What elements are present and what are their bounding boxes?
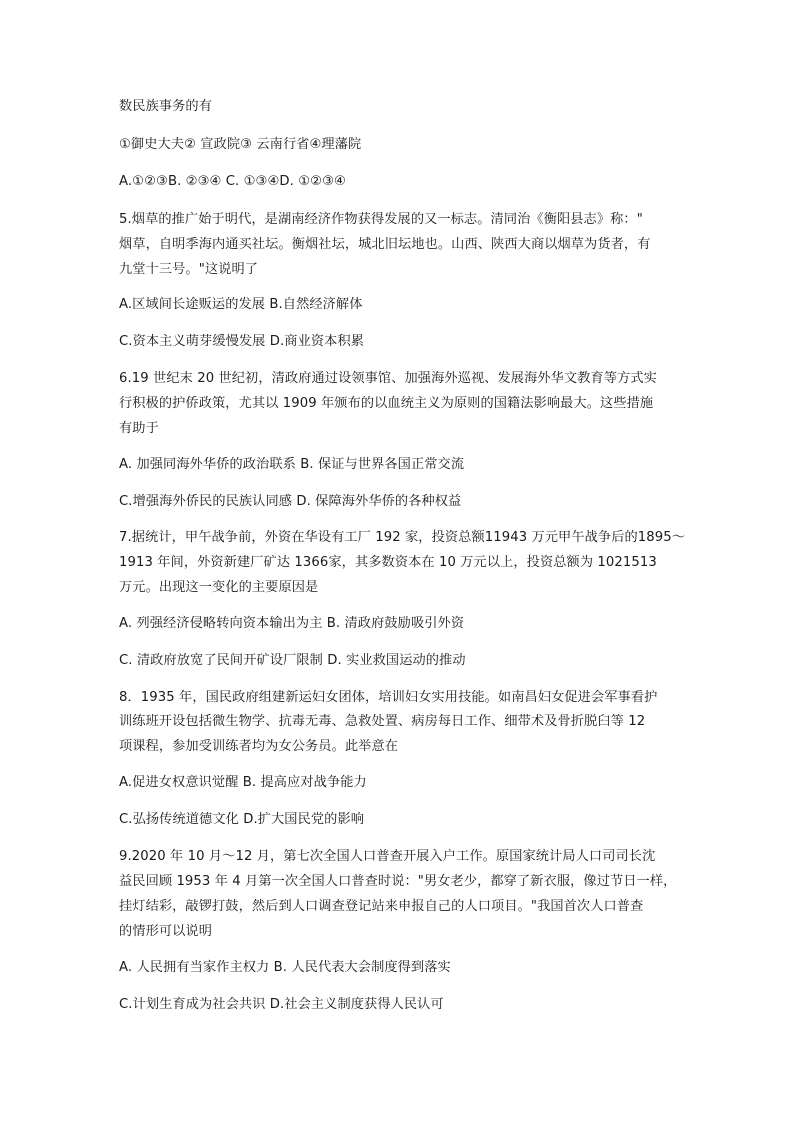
question-5-stem: 5.烟草的推广始于明代，是湖南经济作物获得发展的又一标志。清同治《衡阳县志》称：" [119,212,643,227]
text-line: 项课程，参加受训练者均为女公务员。此举意在 [119,739,399,754]
text-line: 万元。出现这一变化的主要原因是 [119,580,319,595]
text-line: 行积极的护侨政策，尤其以 1909 年颁布的以血统主义为原则的国籍法影响最大。这些措施 [119,396,654,411]
option-line: A. 人民拥有当家作主权力 B. 人民代表大会制度得到落实 [119,960,451,975]
text-line: 的情形可以说明 [119,924,213,939]
option-line: A.区域间长途贩运的发展 B.自然经济解体 [119,297,363,312]
question-6-stem: 6.19 世纪末 20 世纪初，清政府通过设领事馆、加强海外巡视、发展海外华文教育等方式实 [119,371,657,386]
text-line: 益民回顾 1953 年 4 月第一次全国人口普查时说："男女老少，都穿了新衣服，像过节日一样， [119,874,677,889]
text-line: A.①②③B. ②③④ C. ①③④D. ①②③④ [119,174,346,189]
text-line: 烟草，自明季海内通买社坛。衡烟社坛，城北旧坛地也。山西、陕西大商以烟草为货者，有 [119,237,651,252]
option-line: C. 清政府放宽了民间开矿设厂限制 D. 实业救国运动的推动 [119,653,466,668]
option-line: C.计划生育成为社会共识 D.社会主义制度获得人民认可 [119,997,444,1012]
text-line: 数民族事务的有 [119,99,213,114]
option-line: C.弘扬传统道德文化 D.扩大国民党的影响 [119,812,365,827]
option-line: A.促进女权意识觉醒 B. 提高应对战争能力 [119,775,367,790]
question-8-stem: 8．1935 年，国民政府组建新运妇女团体，培训妇女实用技能。如南昌妇女促进会军事看护 [119,690,658,705]
option-line: C.资本主义萌芽缓慢发展 D.商业资本积累 [119,334,365,349]
question-9-stem: 9.2020 年 10 月～12 月，第七次全国人口普查开展入户工作。原国家统计局人口司司长沈 [119,849,656,864]
option-line: A. 加强同海外华侨的政治联系 B. 保证与世界各国正常交流 [119,457,465,472]
question-7-stem: 7.据统计，甲午战争前，外资在华设有工厂 192 家，投资总额11943 万元甲午战争后的1895～ [119,530,686,545]
text-line: 1913 年间，外资新建厂矿达 1366家，其多数资本在 10 万元以上，投资总额为 1021513 [119,555,657,570]
option-line: A. 列强经济侵略转向资本输出为主 B. 清政府鼓励吸引外资 [119,616,465,631]
text-line: 有助于 [119,421,159,436]
text-line: ①御史大夫② 宣政院③ 云南行省④理藩院 [119,137,362,152]
text-line: 九堂十三号。"这说明了 [119,262,259,277]
option-line: C.增强海外侨民的民族认同感 D. 保障海外华侨的各种权益 [119,494,462,509]
text-line: 挂灯结彩，敲锣打鼓，然后到人口调查登记站来申报自己的人口项目。"我国首次人口普查 [119,899,644,914]
text-line: 训练班开设包括微生物学、抗毒无毒、急救处置、病房每日工作、细带术及骨折脱臼等 12 [119,714,646,729]
